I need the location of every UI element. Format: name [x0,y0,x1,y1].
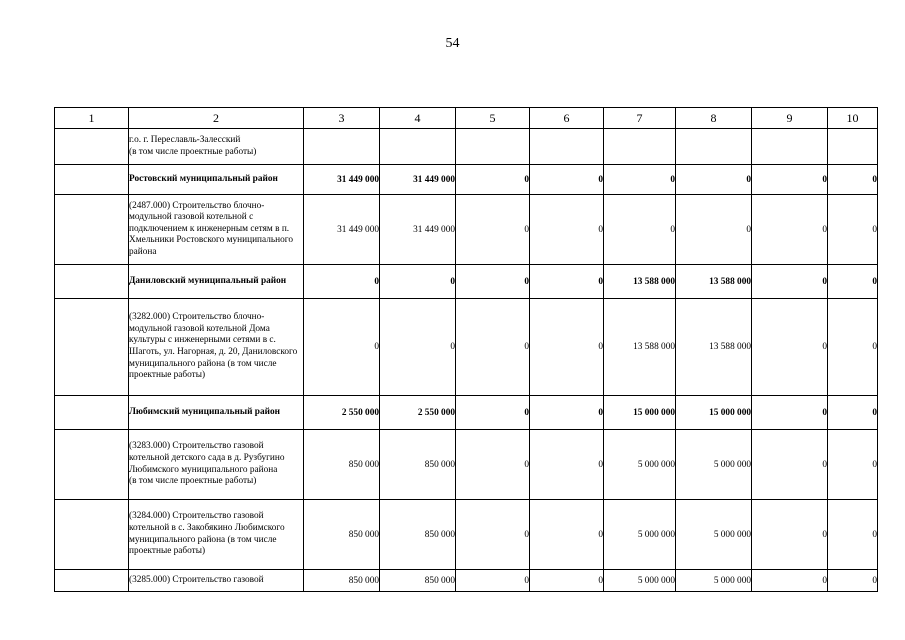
region-row [55,265,878,299]
region-row [55,165,878,195]
value-cell: 0 [676,195,752,265]
table-row [55,500,878,570]
value-cell: 0 [530,500,604,570]
value-cell [828,129,878,165]
value-cell: 0 [828,396,878,430]
value-cell: 0 [530,299,604,396]
index-cell [55,165,129,195]
header-row [55,108,878,129]
value-cell: 0 [604,165,676,195]
value-cell: 850 000 [380,430,456,500]
value-cell: 0 [530,396,604,430]
value-cell: 31 449 000 [304,195,380,265]
value-cell: 0 [530,430,604,500]
value-cell: 0 [752,500,828,570]
value-cell: 0 [456,195,530,265]
value-cell: 0 [604,195,676,265]
page-number: 54 [445,36,460,51]
value-cell: 850 000 [380,570,456,592]
index-cell [55,396,129,430]
value-cell: 0 [828,500,878,570]
value-cell: 850 000 [304,430,380,500]
value-cell: 850 000 [380,500,456,570]
value-cell: 0 [530,165,604,195]
name-cell: (2487.000) Строительство блочно-модульной газовой котельной с подключением к инженерным сетям в п. Хмельники Ростовского муниципального района [129,195,304,265]
value-cell: 0 [828,430,878,500]
name-cell: Даниловский муниципальный район [129,265,304,299]
index-cell [55,500,129,570]
column-header: 3 [304,108,380,129]
column-header: 7 [604,108,676,129]
table-row [55,129,878,165]
value-cell [380,129,456,165]
index-cell [55,265,129,299]
value-cell: 31 449 000 [380,195,456,265]
value-cell: 2 550 000 [304,396,380,430]
index-cell [55,430,129,500]
value-cell: 0 [752,396,828,430]
value-cell [752,129,828,165]
value-cell [304,129,380,165]
index-cell [55,195,129,265]
value-cell: 0 [530,265,604,299]
value-cell: 0 [456,265,530,299]
value-cell [604,129,676,165]
value-cell: 13 588 000 [604,299,676,396]
value-cell: 0 [752,430,828,500]
value-cell: 0 [752,165,828,195]
value-cell: 31 449 000 [380,165,456,195]
column-header: 5 [456,108,530,129]
value-cell: 0 [456,570,530,592]
value-cell: 5 000 000 [676,430,752,500]
value-cell: 0 [530,570,604,592]
table-row [55,430,878,500]
value-cell: 5 000 000 [604,570,676,592]
budget-table [54,107,878,592]
column-header: 6 [530,108,604,129]
region-row [55,396,878,430]
name-cell: г.о. г. Переславль-Залесский (в том числе проектные работы) [129,129,304,165]
value-cell: 5 000 000 [676,500,752,570]
index-cell [55,129,129,165]
value-cell: 5 000 000 [604,500,676,570]
value-cell: 15 000 000 [676,396,752,430]
name-cell: (3284.000) Строительство газовой котельной в с. Закобякино Любимского муниципального района (в том числе проектные работы) [129,500,304,570]
value-cell: 13 588 000 [676,299,752,396]
value-cell: 0 [828,165,878,195]
column-header: 4 [380,108,456,129]
table-row [55,195,878,265]
value-cell: 0 [304,299,380,396]
value-cell: 0 [828,299,878,396]
value-cell: 850 000 [304,500,380,570]
value-cell: 0 [380,299,456,396]
value-cell: 0 [456,165,530,195]
value-cell: 31 449 000 [304,165,380,195]
value-cell [676,129,752,165]
value-cell: 5 000 000 [676,570,752,592]
index-cell [55,299,129,396]
value-cell: 0 [828,195,878,265]
value-cell: 0 [304,265,380,299]
column-header: 9 [752,108,828,129]
index-cell [55,570,129,592]
column-header: 2 [129,108,304,129]
value-cell: 13 588 000 [604,265,676,299]
value-cell: 0 [752,265,828,299]
value-cell: 0 [752,299,828,396]
column-header: 10 [828,108,878,129]
name-cell: (3283.000) Строительство газовой котельной детского сада в д. Рузбугино Любимского муниципального района (в том числе проектные работы) [129,430,304,500]
value-cell: 0 [828,570,878,592]
value-cell: 0 [752,195,828,265]
value-cell: 0 [676,165,752,195]
value-cell: 0 [456,396,530,430]
value-cell [530,129,604,165]
value-cell: 0 [380,265,456,299]
value-cell: 13 588 000 [676,265,752,299]
name-cell: Любимский муниципальный район [129,396,304,430]
value-cell: 0 [456,299,530,396]
value-cell: 15 000 000 [604,396,676,430]
table-row [55,570,878,592]
value-cell: 0 [456,500,530,570]
value-cell: 5 000 000 [604,430,676,500]
value-cell: 0 [456,430,530,500]
value-cell: 850 000 [304,570,380,592]
table-row [55,299,878,396]
value-cell [456,129,530,165]
column-header: 8 [676,108,752,129]
value-cell: 0 [828,265,878,299]
value-cell: 0 [752,570,828,592]
column-header: 1 [55,108,129,129]
value-cell: 0 [530,195,604,265]
value-cell: 2 550 000 [380,396,456,430]
name-cell: Ростовский муниципальный район [129,165,304,195]
name-cell: (3282.000) Строительство блочно-модульной газовой котельной Дома культуры с инженерными сетями в с. Шаготь, ул. Нагорная, д. 20, Даниловского муниципального района (в том числе проектные работы) [129,299,304,396]
name-cell: (3285.000) Строительство газовой [129,570,304,592]
